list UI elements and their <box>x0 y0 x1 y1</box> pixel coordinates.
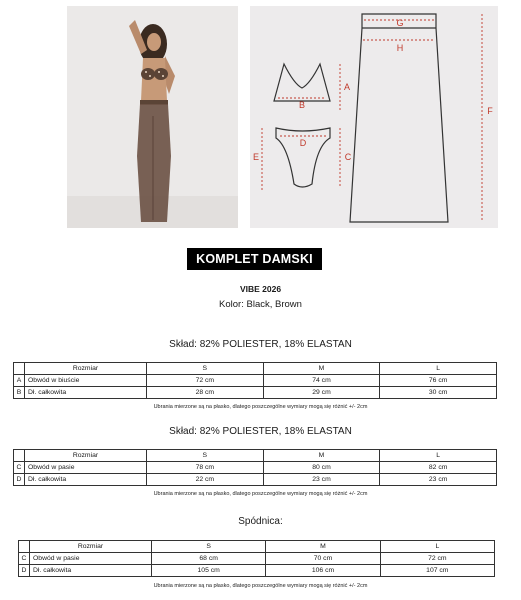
cell-value: 70 cm <box>266 553 380 565</box>
table-header-m: M <box>263 450 380 462</box>
cell-value: 107 cm <box>380 565 494 577</box>
label-d: D <box>299 138 307 148</box>
row-key: D <box>19 565 30 577</box>
table-cell <box>14 450 25 462</box>
cell-value: 30 cm <box>380 387 497 399</box>
cell-value: 106 cm <box>266 565 380 577</box>
table-header-s: S <box>152 541 266 553</box>
size-table-skirt <box>18 540 495 577</box>
color-info: Kolor: Black, Brown <box>219 299 302 310</box>
model-illustration <box>67 6 238 228</box>
row-key: B <box>14 387 25 399</box>
size-table-bottom <box>13 449 497 486</box>
table-header-l: L <box>380 363 497 375</box>
label-f: F <box>487 106 493 116</box>
table-header-size: Rozmiar <box>25 450 147 462</box>
table-header-l: L <box>380 450 497 462</box>
section-title-top: Skład: 82% POLIESTER, 18% ELASTAN <box>169 339 352 350</box>
cell-value: 72 cm <box>147 375 264 387</box>
row-key: A <box>14 375 25 387</box>
table-row <box>14 474 497 486</box>
table-row <box>14 462 497 474</box>
row-label: Dł. całkowita <box>25 387 147 399</box>
label-h: H <box>396 43 404 53</box>
cell-value: 29 cm <box>263 387 380 399</box>
cell-value: 80 cm <box>263 462 380 474</box>
row-key: D <box>14 474 25 486</box>
cell-value: 22 cm <box>147 474 264 486</box>
cell-value: 74 cm <box>263 375 380 387</box>
cell-value: 78 cm <box>147 462 264 474</box>
measurement-note: Ubrania mierzone są na płasko, dlatego poszczególne wymiary mogą się różnić +/- 2cm <box>153 491 368 497</box>
row-label: Dł. całkowita <box>30 565 152 577</box>
product-photo <box>67 6 238 228</box>
table-header-row <box>19 541 495 553</box>
table-header-row <box>14 450 497 462</box>
size-guide-drawing <box>250 6 498 228</box>
size-table-top <box>13 362 497 399</box>
table-header-l: L <box>380 541 494 553</box>
table-row <box>14 387 497 399</box>
row-label: Obwód w pasie <box>30 553 152 565</box>
cell-value: 105 cm <box>152 565 266 577</box>
product-code: VIBE 2026 <box>239 284 282 294</box>
table-row <box>19 565 495 577</box>
row-key: C <box>19 553 30 565</box>
measurement-diagram <box>250 6 498 228</box>
row-label: Dł. całkowita <box>25 474 147 486</box>
product-title: KOMPLET DAMSKI <box>187 248 322 270</box>
label-e: E <box>252 152 260 162</box>
label-a: A <box>343 82 351 92</box>
row-label: Obwód w pasie <box>25 462 147 474</box>
label-g: G <box>396 18 404 28</box>
cell-value: 68 cm <box>152 553 266 565</box>
cell-value: 28 cm <box>147 387 264 399</box>
table-cell <box>14 363 25 375</box>
table-header-size: Rozmiar <box>25 363 147 375</box>
table-header-m: M <box>263 363 380 375</box>
table-row <box>19 553 495 565</box>
section-title-bottom: Skład: 82% POLIESTER, 18% ELASTAN <box>169 426 352 437</box>
row-label: Obwód w biuście <box>25 375 147 387</box>
cell-value: 23 cm <box>380 474 497 486</box>
measurement-note: Ubrania mierzone są na płasko, dlatego poszczególne wymiary mogą się różnić +/- 2cm <box>153 404 368 410</box>
table-row <box>14 375 497 387</box>
cell-value: 82 cm <box>380 462 497 474</box>
table-header-size: Rozmiar <box>30 541 152 553</box>
label-b: B <box>298 100 306 110</box>
table-header-s: S <box>147 363 264 375</box>
label-c: C <box>344 152 352 162</box>
table-header-row <box>14 363 497 375</box>
section-title-skirt: Spódnica: <box>238 516 283 527</box>
cell-value: 23 cm <box>263 474 380 486</box>
measurement-note: Ubrania mierzone są na płasko, dlatego poszczególne wymiary mogą się różnić +/- 2cm <box>153 583 368 589</box>
table-header-m: M <box>266 541 380 553</box>
cell-value: 72 cm <box>380 553 494 565</box>
row-key: C <box>14 462 25 474</box>
cell-value: 76 cm <box>380 375 497 387</box>
table-cell <box>19 541 30 553</box>
table-header-s: S <box>147 450 264 462</box>
